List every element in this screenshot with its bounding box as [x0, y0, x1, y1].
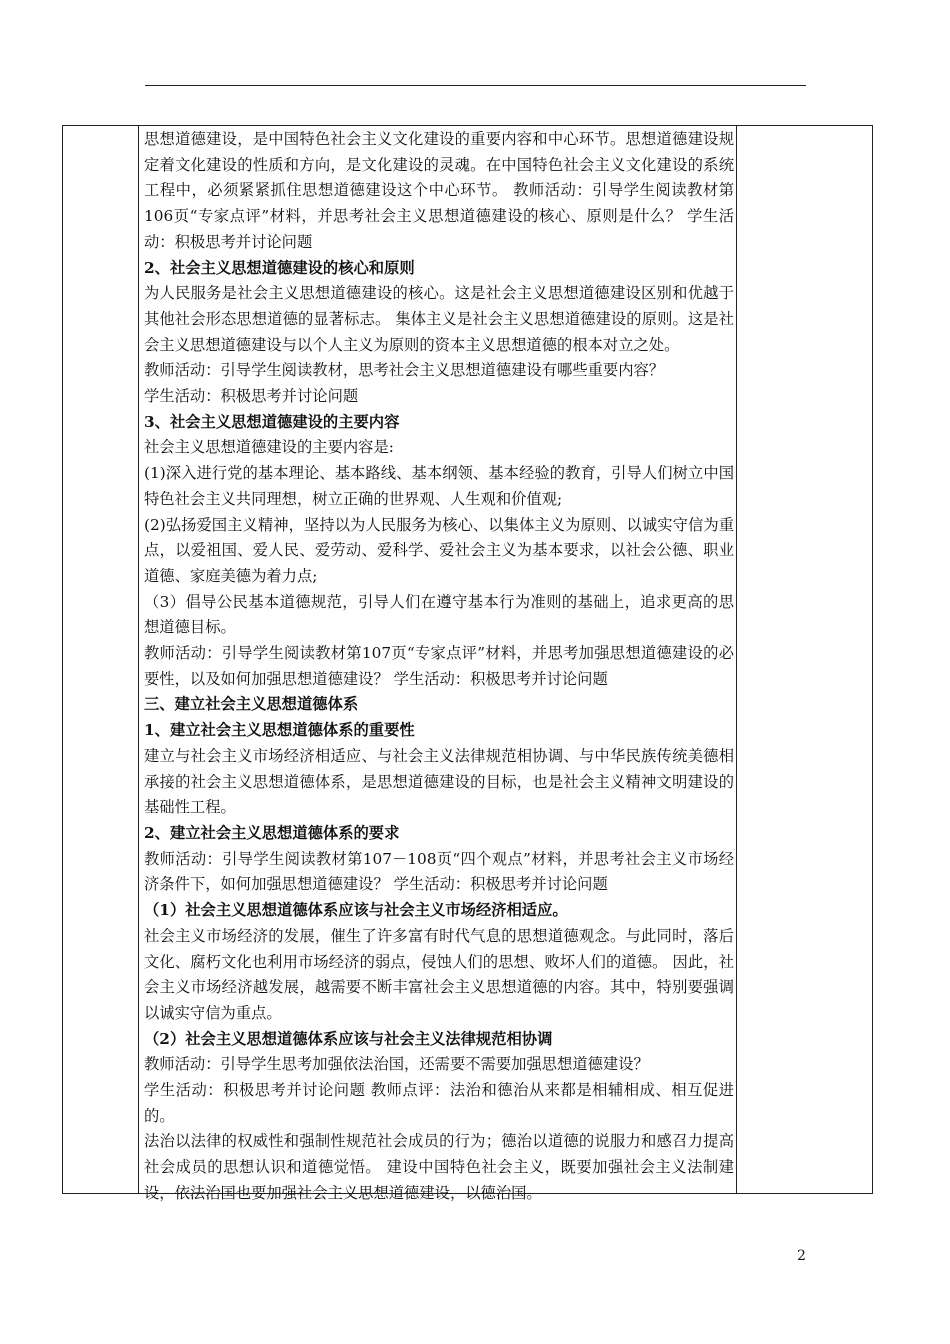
- section-heading: 2、社会主义思想道德建设的核心和原则: [144, 258, 415, 277]
- paragraph: 为人民服务是社会主义思想道德建设的核心。这是社会主义思想道德建设区别和优越于其他社会形态思想道德的显著标志。 集体主义是社会主义思想道德建设的原则。这是社会主义思想道德建设与以个人主义为原则的资本主义思想道德的根本对立之处。: [144, 284, 734, 354]
- paragraph: 学生活动：积极思考并讨论问题 教师点评：法治和德治从来都是相辅相成、相互促进的。: [144, 1081, 734, 1125]
- section-heading: （1）社会主义思想道德体系应该与社会主义市场经济相适应。: [144, 901, 568, 920]
- paragraph: 教师活动：引导学生阅读教材，思考社会主义思想道德建设有哪些重要内容？: [144, 361, 665, 380]
- paragraph: 思想道德建设，是中国特色社会主义文化建设的重要内容和中心环节。思想道德建设规定着文化建设的性质和方向，是文化建设的灵魂。在中国特色社会主义文化建设的系统工程中，必须紧紧抓住思想道德建设这个中心环节。 教师活动：引导学生阅读教材第106页“专家点评”材料，并思考社会主义思想道德建设的核心、原则是什么？ 学生活动：积极思考并讨论问题: [144, 130, 734, 251]
- paragraph: 社会主义思想道德建设的主要内容是:: [144, 438, 394, 457]
- paragraph: 教师活动：引导学生阅读教材第107－108页“四个观点”材料，并思考社会主义市场经济条件下，如何加强思想道德建设？ 学生活动：积极思考并讨论问题: [144, 849, 734, 894]
- section-heading: 三、建立社会主义思想道德体系: [144, 695, 359, 714]
- paragraph: (2)弘扬爱国主义精神，坚持以为人民服务为核心、以集体主义为原则、以诚实守信为重点，以爱祖国、爱人民、爱劳动、爱科学、爱社会主义为基本要求，以社会公德、职业道德、家庭美德为着力点;: [144, 515, 734, 585]
- paragraph: 建立与社会主义市场经济相适应、与社会主义法律规范相协调、与中华民族传统美德相承接的社会主义思想道德体系，是思想道德建设的目标，也是社会主义精神文明建设的基础性工程。: [144, 746, 734, 817]
- paragraph: 社会主义市场经济的发展，催生了许多富有时代气息的思想道德观念。与此同时，落后文化、腐朽文化也利用市场经济的弱点，侵蚀人们的思想、败坏人们的道德。 因此，社会主义市场经济越发展，越需要不断丰富社会主义思想道德的内容。其中，特别要强调以诚实守信为重点。: [144, 926, 734, 1022]
- lesson-content: [144, 127, 734, 1207]
- paragraph: (1)深入进行党的基本理论、基本路线、基本纲领、基本经验的教育，引导人们树立中国特色社会主义共同理想，树立正确的世界观、人生观和价值观;: [144, 464, 734, 508]
- column-divider-left: [138, 126, 139, 1193]
- paragraph: 学生活动：积极思考并讨论问题: [144, 387, 359, 406]
- paragraph: （3）倡导公民基本道德规范，引导人们在遵守基本行为准则的基础上，追求更高的思想道德目标。: [144, 592, 734, 637]
- page-number: 2: [797, 1248, 806, 1264]
- paragraph: 教师活动：引导学生思考加强依法治国，还需要不需要加强思想道德建设？: [144, 1055, 649, 1074]
- section-heading: 1、建立社会主义思想道德体系的重要性: [144, 721, 415, 740]
- column-divider-right: [736, 126, 737, 1193]
- section-heading: （2）社会主义思想道德体系应该与社会主义法律规范相协调: [144, 1029, 553, 1048]
- paragraph: 教师活动：引导学生阅读教材第107页“专家点评”材料，并思考加强思想道德建设的必要性，以及如何加强思想道德建设？ 学生活动：积极思考并讨论问题: [144, 644, 734, 688]
- section-heading: 3、社会主义思想道德建设的主要内容: [144, 412, 400, 431]
- header-rule: [145, 85, 806, 86]
- paragraph: 法治以法律的权威性和强制性规范社会成员的行为；德治以道德的说服力和感召力提高社会成员的思想认识和道德觉悟。 建设中国特色社会主义，既要加强社会主义法制建设，依法治国也要加强社会主义思想道德建设，以德治国。: [144, 1132, 734, 1202]
- section-heading: 2、建立社会主义思想道德体系的要求: [144, 823, 400, 842]
